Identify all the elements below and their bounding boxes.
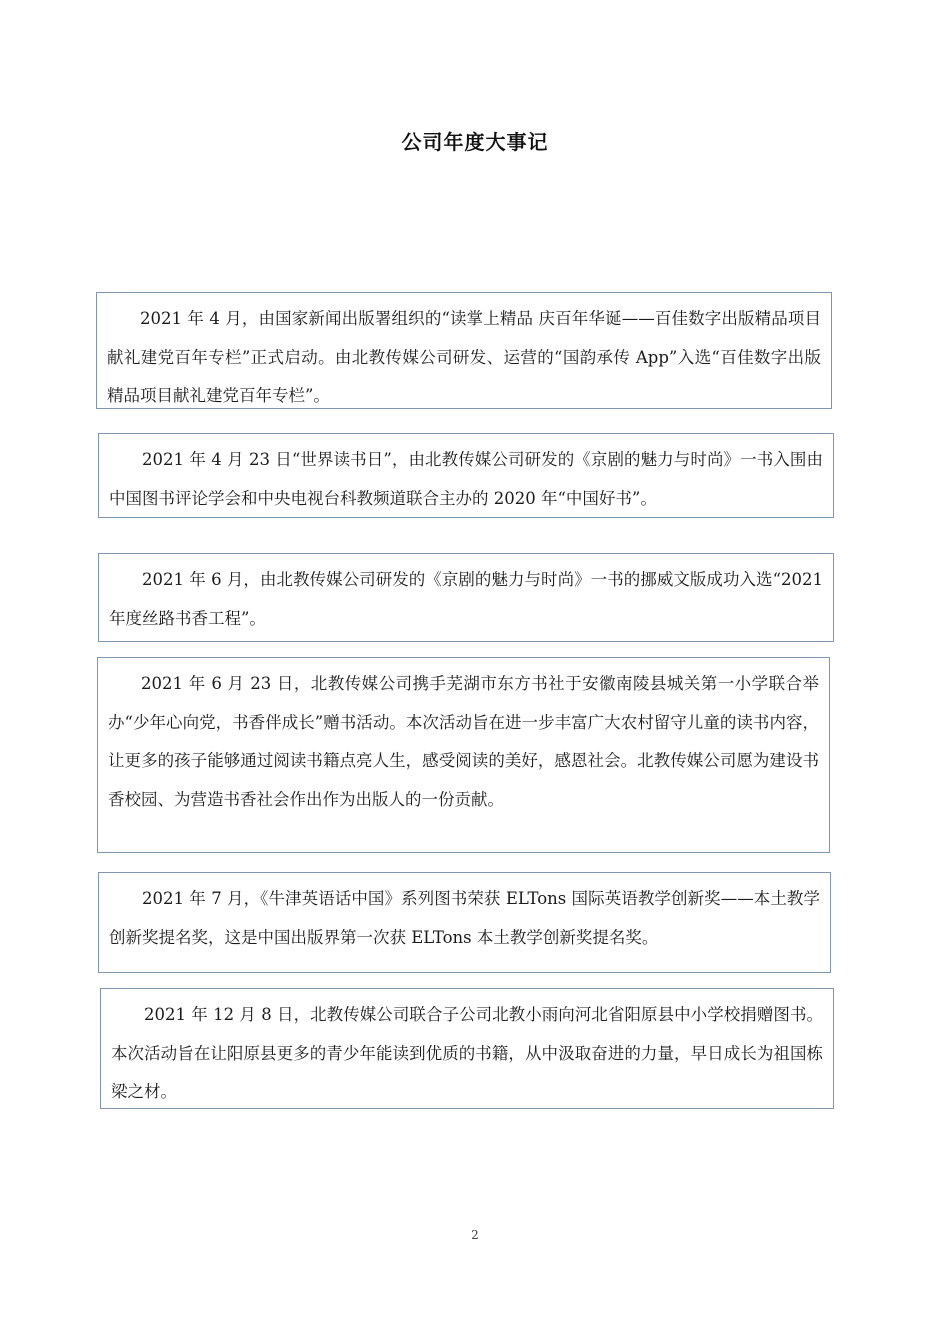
page-number: 2 <box>471 1228 479 1242</box>
event-box-6 <box>100 988 834 1109</box>
event-box-5 <box>98 872 831 973</box>
event-text: 2021 年 6 月 23 日，北教传媒公司携手芜湖市东方书社于安徽南陵县城关第一小学联合举办“少年心向党，书香伴成长”赠书活动。本次活动旨在进一步丰富广大农村留守儿童的读书内容，让更多的孩子能够通过阅读书籍点亮人生，感受阅读的美好，感恩社会。北教传媒公司愿为建设书香校园、为营造书香社会作出作为出版人的一份贡献。 <box>108 674 819 809</box>
event-box-2 <box>98 433 834 518</box>
event-text: 2021 年 12 月 8 日，北教传媒公司联合子公司北教小雨向河北省阳原县中小学校捐赠图书。本次活动旨在让阳原县更多的青少年能读到优质的书籍，从中汲取奋进的力量，早日成长为祖国栋梁之材。 <box>111 1005 823 1101</box>
event-box-4 <box>97 657 830 853</box>
event-text: 2021 年 7 月，《牛津英语话中国》系列图书荣获 ELTons 国际英语教学创新奖——本土教学创新奖提名奖，这是中国出版界第一次获 ELTons 本土教学创新奖提名奖。 <box>109 889 820 947</box>
event-box-3 <box>98 553 834 642</box>
event-text: 2021 年 6 月，由北教传媒公司研发的《京剧的魅力与时尚》一书的挪威文版成功入选“2021 年度丝路书香工程”。 <box>109 570 823 628</box>
event-text: 2021 年 4 月，由国家新闻出版署组织的“读掌上精品 庆百年华诞——百佳数字出版精品项目献礼建党百年专栏”正式启动。由北教传媒公司研发、运营的“国韵承传 App”入选“百佳数字出版精品项目献礼建党百年专栏”。 <box>107 309 821 405</box>
event-box-1 <box>96 292 832 409</box>
event-text: 2021 年 4 月 23 日“世界读书日”，由北教传媒公司研发的《京剧的魅力与时尚》一书入围由中国图书评论学会和中央电视台科教频道联合主办的 2020 年“中国好书”。 <box>109 450 823 508</box>
page-title: 公司年度大事记 <box>401 130 549 154</box>
